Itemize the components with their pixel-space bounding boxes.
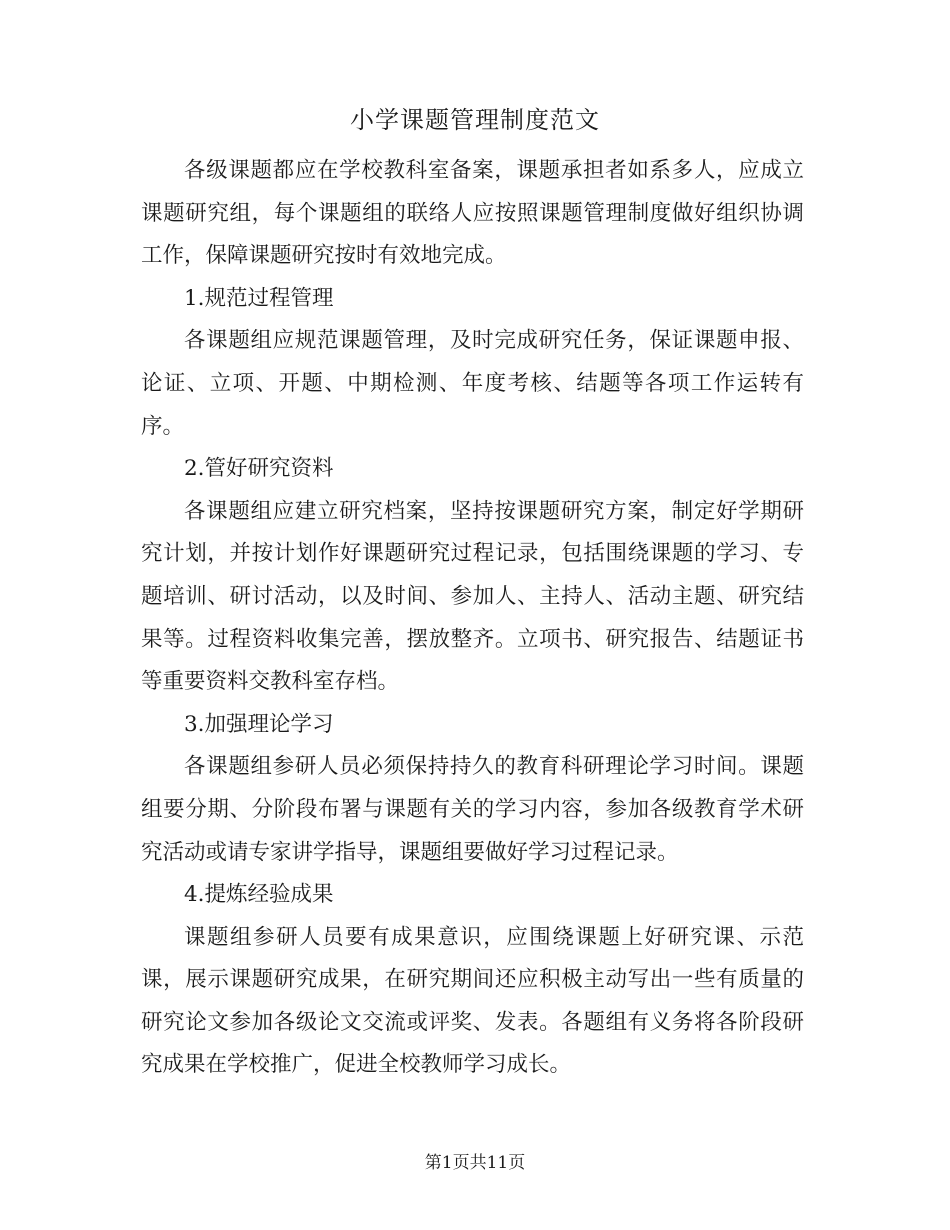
section-heading-2: 2.管好研究资料 xyxy=(184,456,334,482)
paragraph-section-2: 各课题组应建立研究档案，坚持按课题研究方案，制定好学期研究计划，并按计划作好课题研究过程记录，包括围绕课题的学习、专题培训、研讨活动，以及时间、参加人、主持人、活动主题、研究结果等。过程资料收集完善，摆放整齐。立项书、研究报告、结题证书等重要资料交教科室存档。 xyxy=(141,498,804,695)
paragraph-section-4: 课题组参研人员要有成果意识，应围绕课题上好研究课、示范课，展示课题研究成果，在研究期间还应积极主动写出一些有质量的研究论文参加各级论文交流或评奖、发表。各题组有义务将各阶段研究成果在学校推广，促进全校教师学习成长。 xyxy=(141,924,804,1078)
section-heading-4: 4.提炼经验成果 xyxy=(184,882,334,908)
paragraph-section-3: 各课题组参研人员必须保持持久的教育科研理论学习时间。课题组要分期、分阶段布署与课题有关的学习内容，参加各级教育学术研究活动或请专家讲学指导，课题组要做好学习过程记录。 xyxy=(141,754,804,865)
section-heading-3: 3.加强理论学习 xyxy=(184,711,334,737)
paragraph-intro: 各级课题都应在学校教科室备案，课题承担者如系多人，应成立课题研究组，每个课题组的联络人应按照课题管理制度做好组织协调工作，保障课题研究按时有效地完成。 xyxy=(141,158,804,269)
document-title: 小学课题管理制度范文 xyxy=(350,106,600,134)
section-heading-1: 1.规范过程管理 xyxy=(184,285,334,311)
document-body xyxy=(141,150,804,1087)
page-number-footer: 第1页共11页 xyxy=(424,1153,526,1173)
paragraph-section-1: 各课题组应规范课题管理，及时完成研究任务，保证课题申报、论证、立项、开题、中期检测、年度考核、结题等各项工作运转有序。 xyxy=(141,328,804,439)
